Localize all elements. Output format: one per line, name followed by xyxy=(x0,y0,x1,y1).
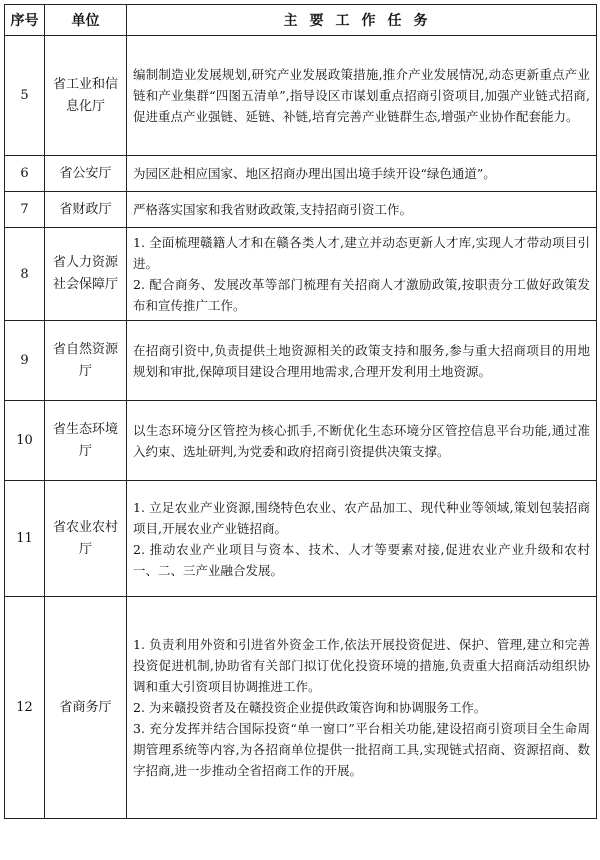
task-item: 2. 推动农业产业项目与资本、技术、人才等要素对接,促进农业产业升级和农村一、二、三产业融合发展。 xyxy=(133,541,590,578)
row-unit: 省人力资源社会保障厅 xyxy=(45,228,127,321)
row-unit: 省生态环境厅 xyxy=(45,401,127,481)
header-seq: 序号 xyxy=(5,5,45,36)
row-seq: 12 xyxy=(5,597,45,819)
row-tasks xyxy=(127,192,597,228)
row-tasks xyxy=(127,481,597,597)
header-tasks: 主要工作任务 xyxy=(127,5,597,36)
row-tasks xyxy=(127,401,597,481)
row-unit: 省农业农村厅 xyxy=(45,481,127,597)
task-item: 2. 配合商务、发展改革等部门梳理有关招商人才激励政策,按职责分工做好政策发布和宣传推广工作。 xyxy=(133,277,590,313)
table-row xyxy=(5,228,597,321)
row-unit: 省工业和信息化厅 xyxy=(45,36,127,156)
row-seq: 6 xyxy=(5,156,45,192)
table-row xyxy=(5,36,597,156)
row-seq: 10 xyxy=(5,401,45,481)
task-item: 以生态环境分区管控为核心抓手,不断优化生态环境分区管控信息平台功能,通过准入约束、选址研判,为党委和政府招商引资提供决策支撑。 xyxy=(133,422,590,459)
row-tasks xyxy=(127,36,597,156)
task-item: 2. 为来赣投资者及在赣投资企业提供政策咨询和协调服务工作。 xyxy=(133,700,487,715)
task-item: 1. 立足农业产业资源,围绕特色农业、农产品加工、现代种业等领域,策划包装招商项目,开展农业产业链招商。 xyxy=(133,499,590,536)
task-item: 编制制造业发展规划,研究产业发展政策措施,推介产业发展情况,动态更新重点产业链和产业集群“四图五清单”,指导设区市谋划重点招商引资项目,加强产业链式招商,促进重点产业强链、延链、补链,培育完善产业链群生态,增强产业协作配套能力。 xyxy=(133,67,590,124)
table-body xyxy=(5,36,597,819)
task-item: 严格落实国家和我省财政政策,支持招商引资工作。 xyxy=(133,202,412,217)
task-item: 为园区赴相应国家、地区招商办理出国出境手续开设“绿色通道”。 xyxy=(133,166,496,181)
row-tasks xyxy=(127,597,597,819)
task-item: 1. 全面梳理赣籍人才和在赣各类人才,建立并动态更新人才库,实现人才带动项目引进。 xyxy=(133,235,590,271)
row-seq: 8 xyxy=(5,228,45,321)
table-header xyxy=(5,5,597,36)
row-unit: 省财政厅 xyxy=(45,192,127,228)
task-item: 1. 负责利用外资和引进省外资金工作,依法开展投资促进、保护、管理,建立和完善投资促进机制,协助省有关部门拟订优化投资环境的措施,负责重大招商活动组织协调和重大引资项目协调推进工作。 xyxy=(133,637,590,694)
row-unit: 省商务厅 xyxy=(45,597,127,819)
row-seq: 11 xyxy=(5,481,45,597)
table-row xyxy=(5,401,597,481)
row-tasks xyxy=(127,321,597,401)
row-unit: 省公安厅 xyxy=(45,156,127,192)
row-seq: 9 xyxy=(5,321,45,401)
table-row xyxy=(5,192,597,228)
table-row xyxy=(5,481,597,597)
row-unit: 省自然资源厅 xyxy=(45,321,127,401)
task-table xyxy=(4,4,597,819)
task-item: 3. 充分发挥并结合国际投资“单一窗口”平台相关功能,建设招商引资项目全生命周期管理系统等内容,为各招商单位提供一批招商工具,实现链式招商、资源招商、数字招商,进一步推动全省招商工作的开展。 xyxy=(133,721,590,778)
task-item: 在招商引资中,负责提供土地资源相关的政策支持和服务,参与重大招商项目的用地规划和审批,保障项目建设合理用地需求,合理开发利用土地资源。 xyxy=(133,342,590,379)
table-row xyxy=(5,597,597,819)
row-tasks xyxy=(127,228,597,321)
table-row xyxy=(5,321,597,401)
table-row xyxy=(5,156,597,192)
row-tasks xyxy=(127,156,597,192)
row-seq: 7 xyxy=(5,192,45,228)
header-unit: 单位 xyxy=(45,5,127,36)
row-seq: 5 xyxy=(5,36,45,156)
